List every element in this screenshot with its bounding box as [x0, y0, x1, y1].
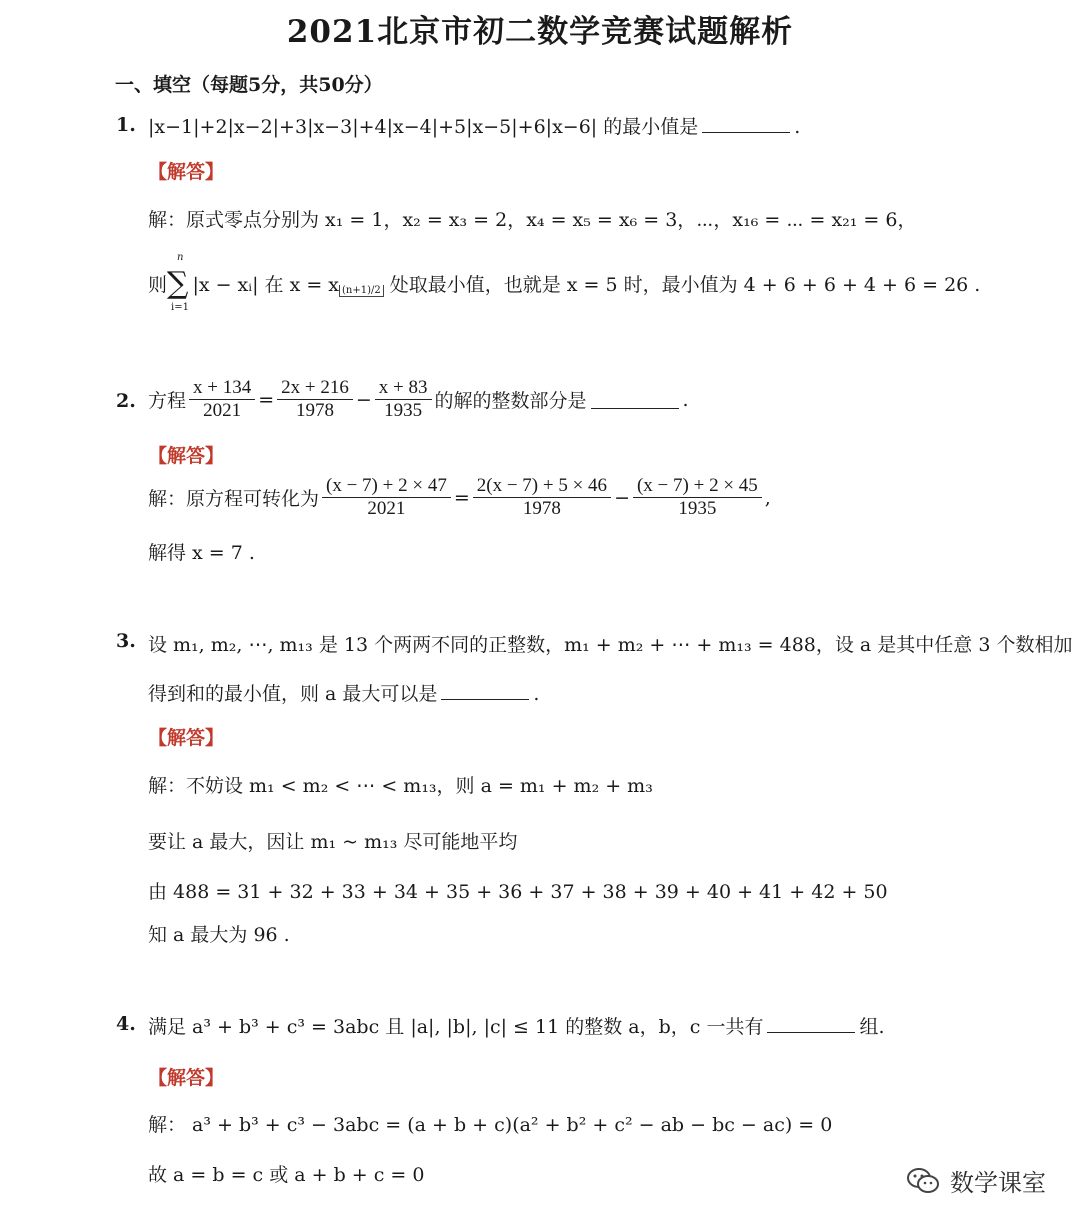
q4-solution-line2: 故 a = b = c 或 a + b + c = 0 [148, 1164, 425, 1186]
answer-tag: 【解答】 [148, 161, 225, 183]
watermark [906, 1163, 1046, 1198]
q2-sol-lead: 解：原方程可转化为 [148, 488, 320, 510]
answer-blank [702, 114, 790, 133]
answer-tag: 【解答】 [148, 1067, 225, 1089]
q4-stem-text: 满足 a³ + b³ + c³ = 3abc 且 |a|, |b|, |c| ≤ 11 的整数 a，b，c 一共有 [148, 1016, 764, 1038]
answer-blank [591, 390, 679, 409]
q2-solution-line1: 解：原方程可转化为 $\frac{(x - 7) + 2 \times 47}{2021}$ = $\frac{2(x - 7) + 5 \times 46}{1978}$ − $\frac{(x - 7) + 2 \times 45}{1935}$ , [148, 475, 771, 519]
q1-solution-line1: 解：原式零点分别为 x₁ = 1，x₂ = x₃ = 2，x₄ = x₅ = x₆ = 3，⋯，x₁₆ = ⋯ = x₂₁ = 6， [148, 209, 917, 231]
question-1-stem [148, 112, 800, 139]
q3-end: . [533, 683, 540, 705]
q3-solution-line2: 要让 a 最大，因让 m₁ ~ m₁₃ 尽可能地平均 [148, 831, 518, 853]
q3-line2-text: 得到和的最小值，则 a 最大可以是 [148, 683, 438, 705]
answer-blank [767, 1014, 855, 1033]
q2-solution-line2: 解得 x = 7 . [148, 542, 255, 564]
fraction: $\frac{2x + 216}{1978}$ [277, 377, 353, 422]
q3-solution-line3: 由 488 = 31 + 32 + 33 + 34 + 35 + 36 + 37 + 38 + 39 + 40 + 41 + 42 + 50 [148, 881, 888, 903]
q3-solution-line1: 解：不妨设 m₁ < m₂ < ⋯ < m₁₃，则 a = m₁ + m₂ + m₃ [148, 775, 653, 797]
fraction: $\frac{x + 83}{1935}$ [375, 377, 432, 422]
question-2-number: 2. [116, 390, 136, 412]
fraction: $\frac{x + 134}{2021}$ [189, 377, 255, 422]
q1-sol2-prefix: 则 [148, 274, 168, 296]
q1-end: . [794, 116, 801, 138]
q4-end: 组. [859, 1016, 885, 1038]
question-1-number: 1. [116, 114, 136, 136]
q3-solution-line4: 知 a 最大为 96 . [148, 924, 290, 946]
sum-symbol: n ∑ i=1 [167, 252, 189, 313]
answer-tag: 【解答】 [148, 727, 225, 749]
question-4-stem [148, 1012, 885, 1039]
answer-blank [441, 681, 529, 700]
fraction: $\frac{(x - 7) + 2 \times 47}{2021}$ [322, 475, 451, 520]
floor-subscript: (n+1)/2 [339, 285, 384, 297]
q1-solution-line2 [148, 252, 981, 313]
fraction: $\frac{(x - 7) + 2 \times 45}{1935}$ [633, 475, 762, 520]
q2-lead: 方程 [148, 390, 187, 412]
q1-stem-text: |x−1|+2|x−2|+3|x−3|+4|x−4|+5|x−5|+6|x−6| 的最小值是 [148, 116, 699, 138]
fraction: $\frac{2(x - 7) + 5 \times 46}{1978}$ [473, 475, 611, 520]
question-4-number: 4. [116, 1013, 136, 1035]
q3-stem-line2 [148, 679, 539, 706]
q1-sol2-suffix: 处取最小值，也就是 x = 5 时，最小值为 4 + 6 + 6 + 4 + 6 = 26 . [389, 274, 981, 296]
q2-end: . [682, 388, 689, 411]
wechat-icon [906, 1166, 940, 1196]
question-3-number: 3. [116, 630, 136, 652]
q3-stem-line1: 设 m₁, m₂, ⋯, m₁₃ 是 13 个两两不同的正整数，m₁ + m₂ + ⋯ + m₁₃ = 488，设 a 是其中任意 3 个数相加 [148, 634, 1073, 656]
q1-sol2-mid: |x − xᵢ| 在 x = x [192, 274, 340, 296]
answer-tag: 【解答】 [148, 445, 225, 467]
page-title: 2021北京市初二数学竞赛试题解析 [286, 14, 794, 50]
watermark-text: 数学课室 [950, 1169, 1046, 1197]
question-2-stem: 方程 $\frac{x + 134}{2021}$ = $\frac{2x + 216}{1978}$ − $\frac{x + 83}{1935}$ 的解的整数部分是 . [148, 377, 689, 421]
q2-tail: 的解的整数部分是 [434, 390, 587, 412]
q4-solution-line1: 解： a³ + b³ + c³ − 3abc = (a + b + c)(a² + b² + c² − ab − bc − ac) = 0 [148, 1114, 833, 1136]
section-heading: 一、填空（每题5分，共50分） [115, 74, 383, 96]
